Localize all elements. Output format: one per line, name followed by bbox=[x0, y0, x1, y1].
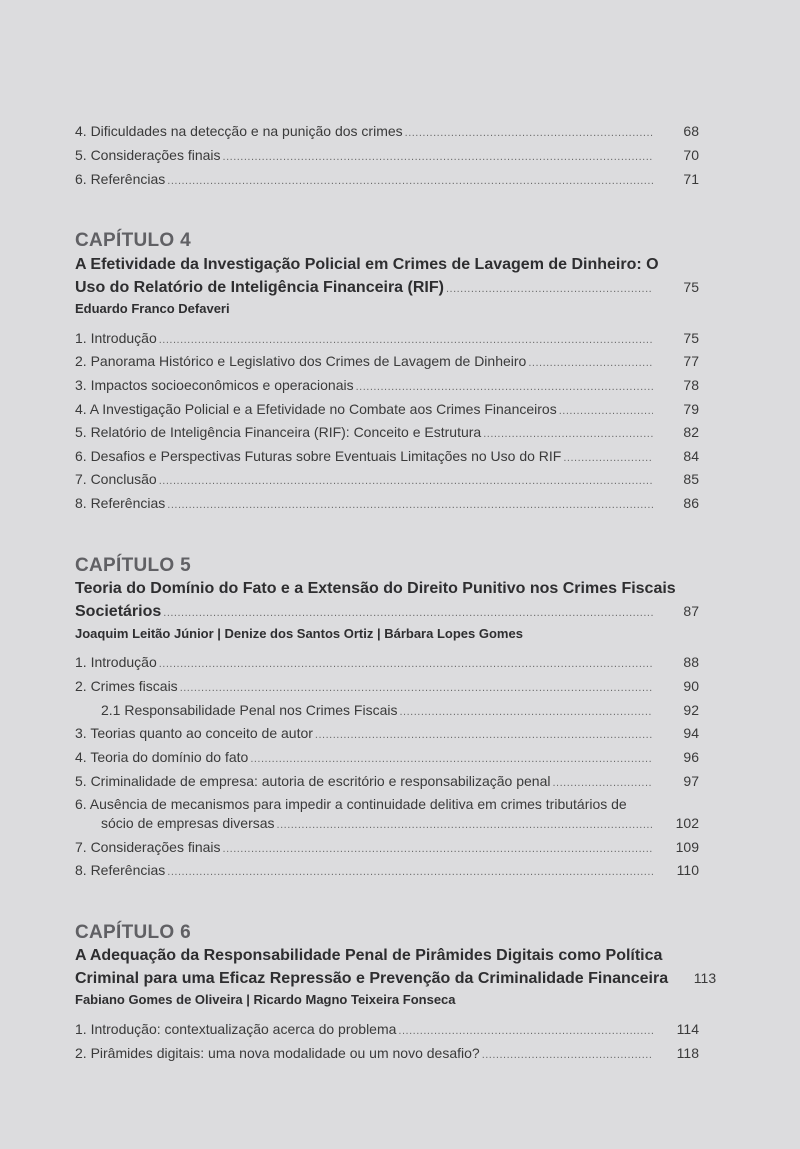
leader-dots bbox=[553, 773, 654, 793]
leader-dots bbox=[356, 377, 653, 397]
toc-entry-label: 2. Crimes fiscais bbox=[75, 678, 178, 694]
leader-dots bbox=[180, 678, 653, 698]
chapter-page: 75 bbox=[683, 279, 699, 295]
toc-entry[interactable] bbox=[75, 169, 699, 189]
chapter-title[interactable]: Teoria do Domínio do Fato e a Extensão do Direito Punitivo nos Crimes Fiscais bbox=[75, 580, 676, 597]
toc-entry-page: 94 bbox=[683, 725, 699, 741]
chapter-heading: CAPÍTULO 4 bbox=[75, 230, 191, 251]
toc-entry-page: 84 bbox=[683, 448, 699, 464]
leader-dots bbox=[163, 602, 653, 624]
toc-entry-label: 4. A Investigação Policial e a Efetividade no Combate aos Crimes Financeiros bbox=[75, 401, 557, 417]
toc-entry[interactable] bbox=[75, 351, 699, 371]
toc-entry-label: 4. Dificuldades na detecção e na punição dos crimes bbox=[75, 123, 403, 139]
toc-entry-page: 77 bbox=[683, 353, 699, 369]
toc-entry[interactable] bbox=[75, 652, 699, 672]
toc-entry-page: 109 bbox=[675, 839, 699, 855]
toc-entry-label: 6. Desafios e Perspectivas Futuras sobre Eventuais Limitações no Uso do RIF bbox=[75, 448, 562, 464]
toc-entry-label: 7. Considerações finais bbox=[75, 839, 221, 855]
chapter-title-continued: Societários bbox=[75, 603, 162, 620]
toc-entry[interactable] bbox=[75, 145, 699, 165]
leader-dots bbox=[315, 725, 653, 745]
toc-entry-page: 78 bbox=[683, 377, 699, 393]
toc-entry-label: 8. Referências bbox=[75, 862, 166, 878]
leader-dots bbox=[563, 448, 653, 468]
toc-entry-page: 102 bbox=[675, 815, 699, 831]
leader-dots bbox=[405, 123, 653, 143]
leader-dots bbox=[483, 424, 653, 444]
toc-entry[interactable] bbox=[75, 375, 699, 395]
toc-entry-page: 118 bbox=[676, 1045, 699, 1061]
chapter-title-continued: Uso do Relatório de Inteligência Financeira (RIF) bbox=[75, 279, 444, 296]
toc-subentry[interactable] bbox=[75, 700, 699, 720]
toc-entry-page: 110 bbox=[676, 862, 699, 878]
leader-dots bbox=[398, 1021, 653, 1041]
leader-dots bbox=[559, 401, 653, 421]
leader-dots bbox=[167, 171, 653, 191]
toc-entry-page: 88 bbox=[683, 654, 699, 670]
chapter-heading: CAPÍTULO 5 bbox=[75, 555, 191, 576]
chapter-page: 113 bbox=[693, 970, 717, 986]
toc-entry[interactable] bbox=[75, 328, 699, 348]
toc-entry-label: 4. Teoria do domínio do fato bbox=[75, 749, 249, 765]
leader-dots bbox=[159, 330, 653, 350]
toc-entry-wrapped-first-line[interactable]: 6. Ausência de mecanismos para impedir a continuidade delitiva em crimes tributários de bbox=[75, 796, 627, 812]
leader-dots bbox=[528, 353, 653, 373]
leader-dots bbox=[277, 815, 653, 835]
chapter-title[interactable]: A Efetividade da Investigação Policial em Crimes de Lavagem de Dinheiro: O bbox=[75, 256, 659, 273]
chapter-title-entry[interactable] bbox=[75, 600, 699, 622]
toc-entry[interactable] bbox=[75, 469, 699, 489]
chapter-page: 87 bbox=[683, 603, 699, 619]
leader-dots bbox=[167, 862, 653, 882]
toc-entry-label: 2. Panorama Histórico e Legislativo dos Crimes de Lavagem de Dinheiro bbox=[75, 353, 527, 369]
toc-entry-label: 5. Considerações finais bbox=[75, 147, 221, 163]
leader-dots bbox=[482, 1045, 653, 1065]
chapter-title-entry[interactable] bbox=[75, 967, 717, 989]
leader-dots bbox=[159, 471, 653, 491]
toc-entry-page: 85 bbox=[683, 471, 699, 487]
leader-dots bbox=[159, 654, 653, 674]
toc-entry-label: 2.1 Responsabilidade Penal nos Crimes Fiscais bbox=[101, 702, 398, 718]
toc-entry-page: 86 bbox=[683, 495, 699, 511]
toc-entry-page: 92 bbox=[683, 702, 699, 718]
toc-entry-label: 5. Relatório de Inteligência Financeira (RIF): Conceito e Estrutura bbox=[75, 424, 482, 440]
toc-entry-label: 5. Criminalidade de empresa: autoria de escritório e responsabilização penal bbox=[75, 773, 551, 789]
chapter-heading: CAPÍTULO 6 bbox=[75, 922, 191, 943]
toc-entry[interactable] bbox=[75, 837, 699, 857]
toc-entry[interactable] bbox=[75, 399, 699, 419]
toc-entry-label: 1. Introdução: contextualização acerca do problema bbox=[75, 1021, 397, 1037]
leader-dots bbox=[446, 278, 653, 300]
toc-entry-page: 114 bbox=[676, 1021, 699, 1037]
leader-dots bbox=[223, 147, 653, 167]
toc-entry[interactable] bbox=[75, 422, 699, 442]
toc-entry-label: 7. Conclusão bbox=[75, 471, 157, 487]
leader-dots bbox=[167, 495, 653, 515]
toc-entry[interactable] bbox=[75, 1019, 699, 1039]
toc-entry-page: 75 bbox=[683, 330, 699, 346]
toc-entry[interactable] bbox=[75, 446, 699, 466]
chapter-authors: Fabiano Gomes de Oliveira | Ricardo Magno Teixeira Fonseca bbox=[75, 992, 456, 1007]
leader-dots bbox=[250, 749, 653, 769]
toc-entry-label: sócio de empresas diversas bbox=[101, 815, 275, 831]
chapter-authors: Eduardo Franco Defaveri bbox=[75, 301, 230, 316]
toc-entry-page: 96 bbox=[683, 749, 699, 765]
toc-entry[interactable] bbox=[75, 493, 699, 513]
toc-entry[interactable] bbox=[75, 723, 699, 743]
toc-entry-page: 97 bbox=[683, 773, 699, 789]
toc-entry-label: 2. Pirâmides digitais: uma nova modalidade ou um novo desafio? bbox=[75, 1045, 480, 1061]
leader-dots bbox=[223, 839, 653, 859]
chapter-authors: Joaquim Leitão Júnior | Denize dos Santos Ortiz | Bárbara Lopes Gomes bbox=[75, 626, 523, 641]
toc-entry-page: 71 bbox=[683, 171, 699, 187]
toc-entry-page: 82 bbox=[683, 424, 699, 440]
toc-entry[interactable] bbox=[75, 747, 699, 767]
toc-entry[interactable] bbox=[75, 860, 699, 880]
toc-entry-page: 90 bbox=[683, 678, 699, 694]
toc-entry-label: 3. Teorias quanto ao conceito de autor bbox=[75, 725, 313, 741]
toc-entry-label: 6. Referências bbox=[75, 171, 166, 187]
chapter-title[interactable]: A Adequação da Responsabilidade Penal de Pirâmides Digitais como Política bbox=[75, 947, 663, 964]
toc-entry-page: 79 bbox=[683, 401, 699, 417]
toc-entry[interactable] bbox=[75, 121, 699, 141]
chapter-title-continued: Criminal para uma Eficaz Repressão e Prevenção da Criminalidade Financeira bbox=[75, 970, 669, 987]
toc-entry[interactable] bbox=[75, 676, 699, 696]
chapter-title-entry[interactable] bbox=[75, 276, 699, 298]
toc-entry[interactable] bbox=[75, 771, 699, 791]
leader-dots bbox=[399, 702, 653, 722]
toc-entry-label: 1. Introdução bbox=[75, 654, 157, 670]
toc-entry[interactable] bbox=[75, 813, 699, 833]
toc-entry-page: 70 bbox=[683, 147, 699, 163]
toc-entry-label: 1. Introdução bbox=[75, 330, 157, 346]
toc-entry-label: 8. Referências bbox=[75, 495, 166, 511]
toc-entry-page: 68 bbox=[683, 123, 699, 139]
toc-entry-label: 3. Impactos socioeconômicos e operacionais bbox=[75, 377, 354, 393]
toc-entry[interactable] bbox=[75, 1043, 699, 1063]
